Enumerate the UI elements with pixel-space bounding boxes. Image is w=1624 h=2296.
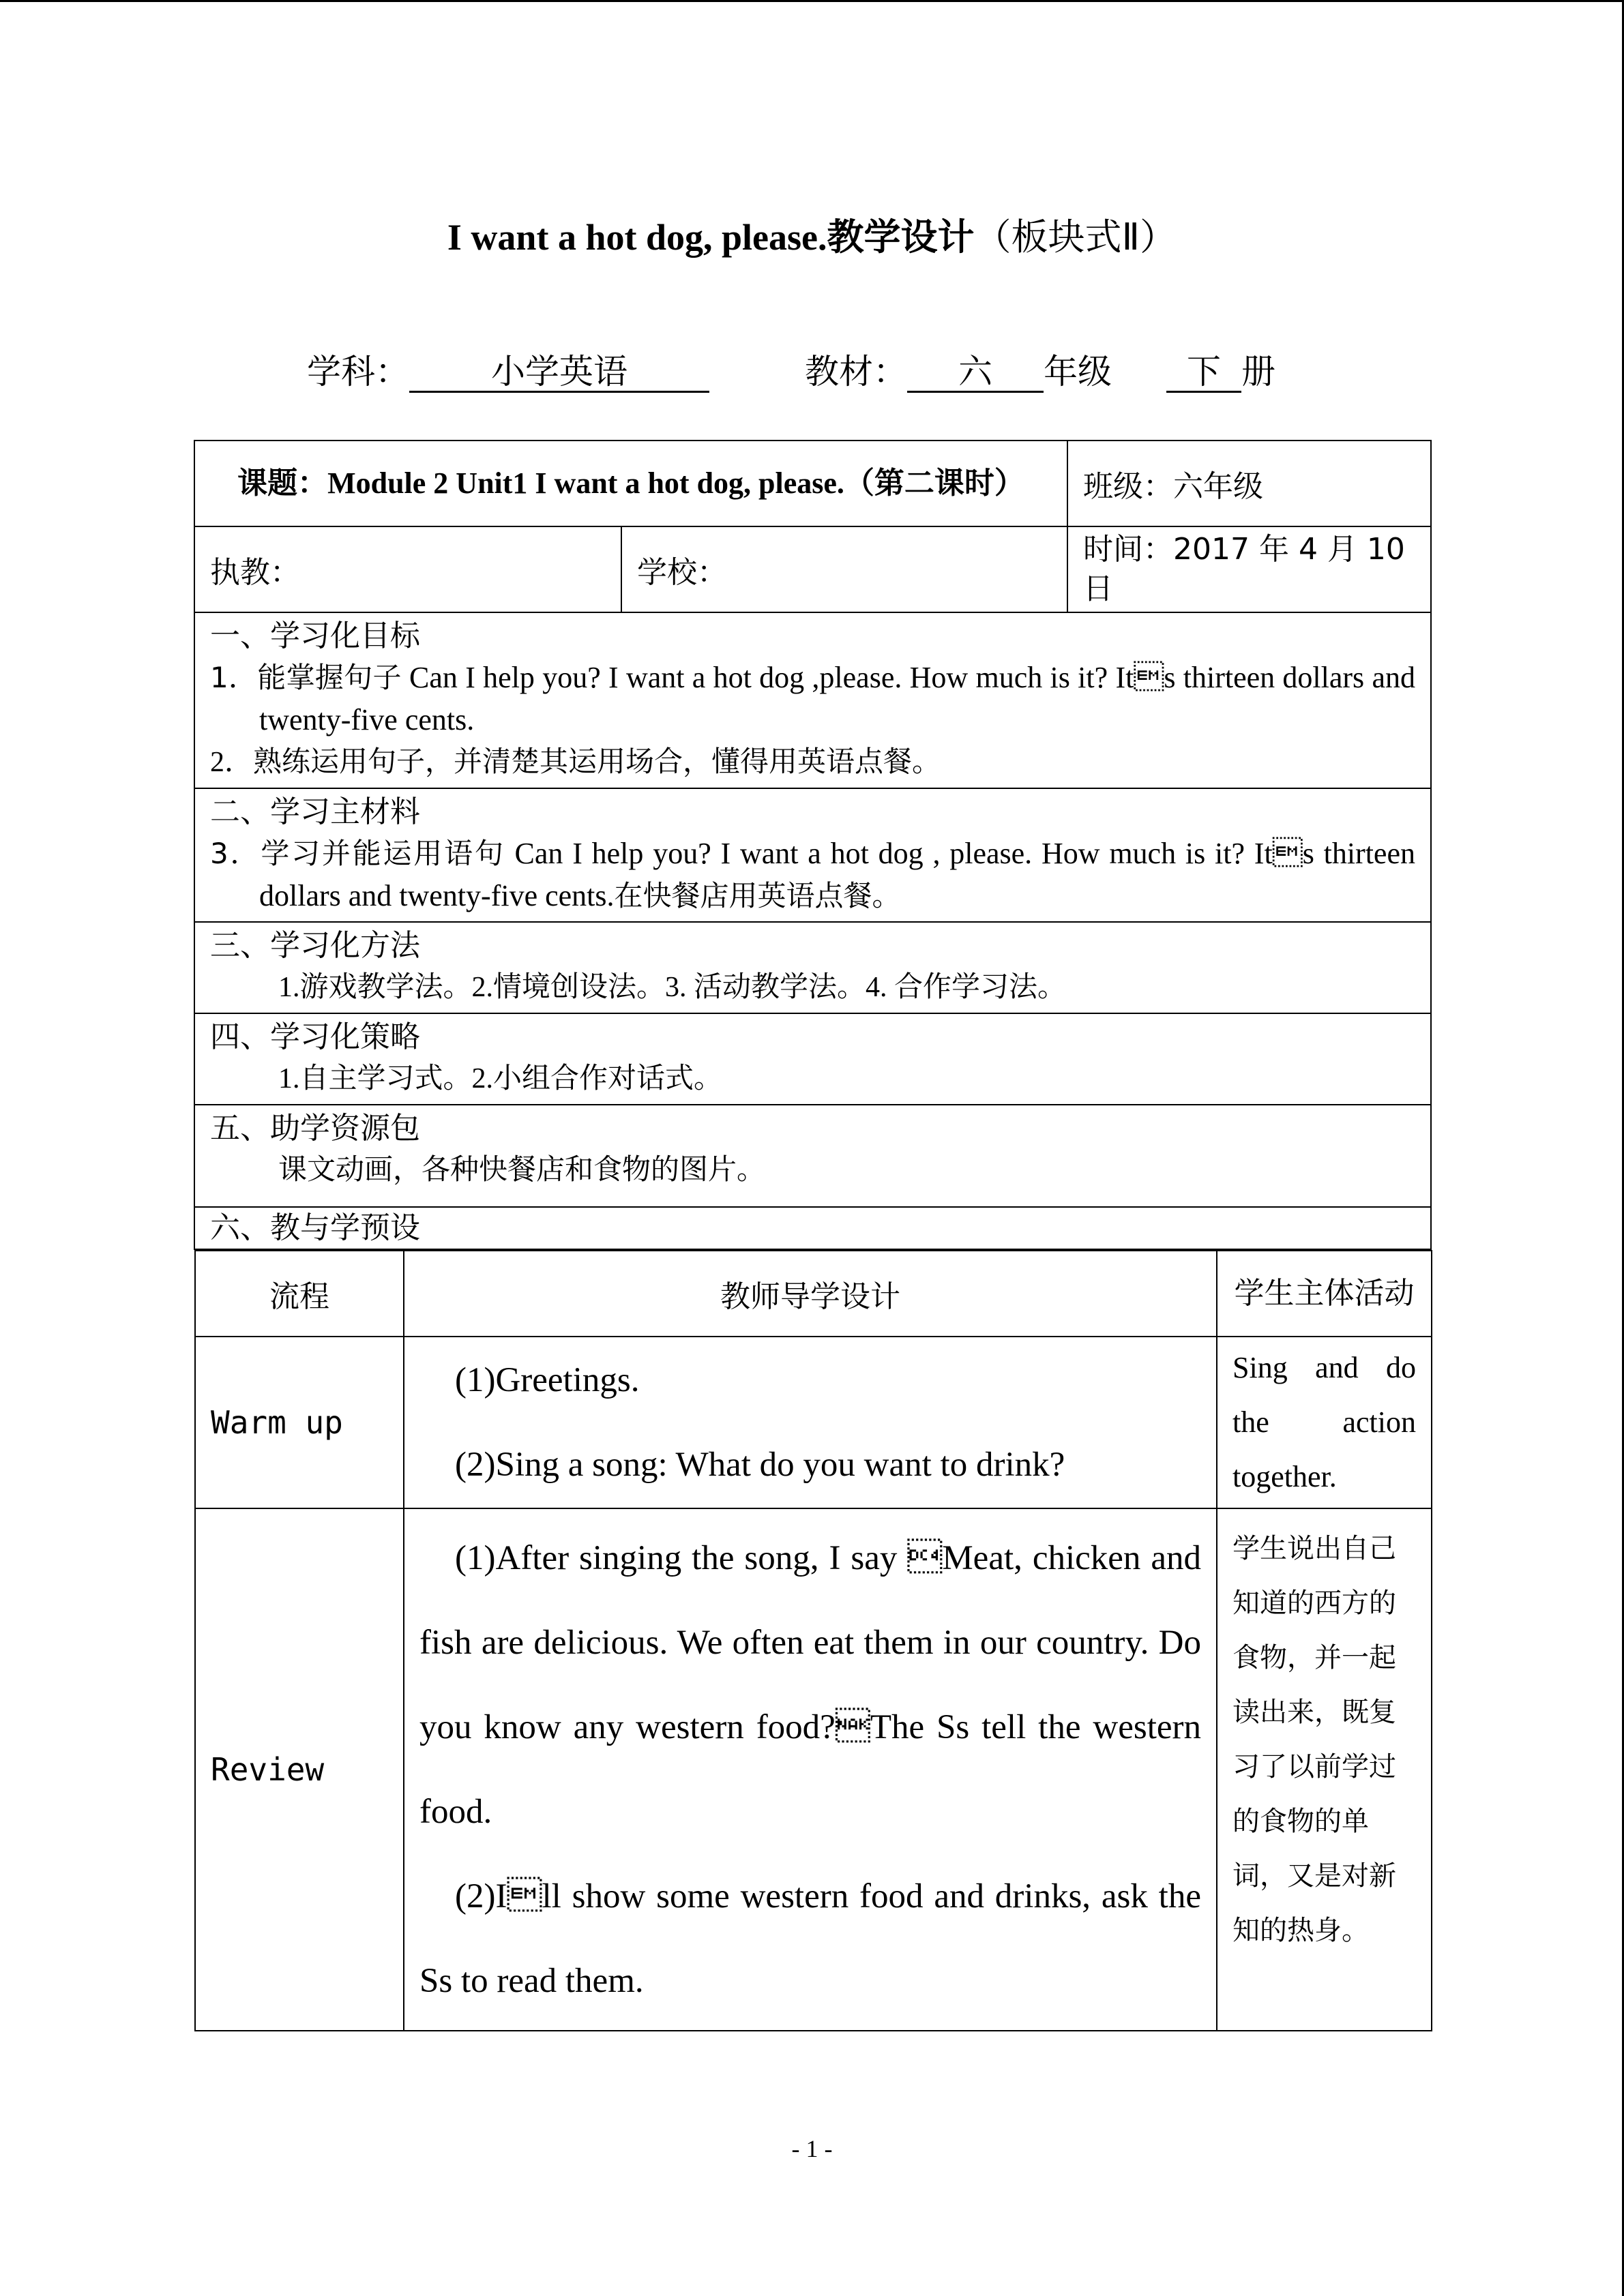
col-teacher-header: [404, 1251, 1217, 1337]
flow-review: Review: [195, 1508, 404, 2031]
strategies-text: 1.自主学习式。2.小组合作对话式。: [278, 1063, 723, 1094]
warm-up-step-2: (2)Sing a song: What do you want to drink?: [455, 1446, 1065, 1484]
methods-title: 三、学习化方法: [210, 928, 420, 963]
goals-cell: [194, 612, 1431, 788]
materials-title: 二、学习主材料: [210, 794, 420, 829]
student-warm-up: Sing and do the action together.: [1217, 1337, 1432, 1508]
teacher-review: [404, 1508, 1217, 2031]
textbook-label: 教材：: [805, 352, 907, 391]
process-container: [194, 1249, 1431, 2031]
table-row: [195, 1508, 1432, 2031]
methods-cell: [194, 922, 1431, 1013]
teacher-cell: [194, 526, 621, 612]
process-row: [194, 1249, 1431, 2031]
volume-value: 下: [1166, 353, 1241, 393]
time-cell: [1067, 526, 1431, 612]
title-chinese: 教学设计: [827, 215, 975, 258]
goals-title: 一、学习化目标: [210, 618, 420, 653]
preset-row: [194, 1207, 1431, 1249]
goal-2: 2．熟练运用句子，并清楚其运用场合，懂得用英语点餐。: [210, 747, 941, 778]
grade-value: 六: [907, 353, 1044, 393]
teacher-warm-up: [404, 1337, 1217, 1508]
resources-text: 课文动画，各种快餐店和食物的图片。: [278, 1154, 766, 1186]
title-subtitle: （板块式Ⅱ）: [974, 215, 1177, 258]
class-label: 班级：六年级: [1083, 469, 1263, 504]
col-flow-header: [195, 1251, 404, 1337]
col-flow-label: 流程: [269, 1279, 329, 1314]
subject-line: [307, 344, 1275, 393]
materials-row: [194, 788, 1431, 922]
topic-row: [194, 441, 1431, 526]
material-1-text: Can I help you? I want a hot dog , please. How much is it? Its thirteen dollars and twenty-five cents.: [259, 837, 1415, 912]
topic-label: 课题：: [237, 466, 328, 501]
volume-label: 册: [1241, 352, 1275, 391]
col-student-label: 学生主体活动: [1234, 1276, 1415, 1311]
grade-label: 年级: [1044, 352, 1112, 391]
topic-cell: [194, 441, 1067, 526]
school-cell: [621, 526, 1067, 612]
time-label: 时间：2017 年 4 月 10 日: [1083, 532, 1405, 606]
methods-row: [194, 922, 1431, 1013]
table-row: [195, 1337, 1432, 1508]
subject-value: 小学英语: [409, 353, 709, 393]
strategies-title: 四、学习化策略: [210, 1019, 420, 1054]
review-step-1: (1)After singing the song, I say Meat, chicken and fish are delicious. We often eat them in our country. Do you know any western food?The Ss tell the western food.: [419, 1539, 1201, 1831]
resources-row: [194, 1105, 1431, 1207]
material-1: [210, 833, 1415, 917]
methods-text: 1.游戏教学法。2.情境创设法。3. 活动教学法。4. 合作学习法。: [278, 972, 1067, 1003]
strategies-row: [194, 1013, 1431, 1105]
page-top-border: [0, 0, 1624, 2]
resources-cell: [194, 1105, 1431, 1207]
teacher-label: 执教：: [210, 555, 300, 590]
school-label: 学校：: [637, 555, 727, 590]
process-table: [194, 1250, 1432, 2031]
student-review: 学生说出自己知道的西方的食物，并一起读出来，既复习了以前学过的食物的单词，又是对新知的热身。: [1217, 1508, 1432, 2031]
material-1-suffix: 在快餐店用英语点餐。: [614, 879, 901, 912]
preset-title: 六、教与学预设: [210, 1210, 420, 1245]
page-title: [0, 208, 1624, 260]
goal-1: [210, 657, 1415, 741]
class-cell: [1067, 441, 1431, 526]
goal-1-prefix: 1．能掌握句子: [210, 661, 402, 694]
title-english: I want a hot dog, please.: [447, 217, 827, 258]
resources-title: 五、助学资源包: [210, 1111, 420, 1146]
topic-suffix: （第二课时）: [844, 466, 1024, 501]
preset-cell: [194, 1207, 1431, 1249]
page-number: - 1 -: [791, 2135, 833, 2162]
materials-cell: [194, 788, 1431, 922]
col-teacher-label: 教师导学设计: [720, 1279, 900, 1314]
col-student-header: [1217, 1251, 1432, 1337]
subject-label: 学科：: [307, 352, 409, 391]
lesson-plan-table: [194, 440, 1432, 2031]
goal-1-text: Can I help you? I want a hot dog ,please. How much is it? Its thirteen dollars and twenty-five cents.: [259, 661, 1415, 736]
flow-warm-up: Warm up: [195, 1337, 404, 1508]
material-1-prefix: 3．学习并能运用语句: [210, 837, 505, 870]
topic-value: Module 2 Unit1 I want a hot dog, please.: [327, 466, 844, 500]
teacher-row: [194, 526, 1431, 612]
strategies-cell: [194, 1013, 1431, 1105]
warm-up-step-1: (1)Greetings.: [455, 1361, 640, 1399]
goals-row: [194, 612, 1431, 788]
review-step-2: (2)Ill show some western food and drinks, ask the Ss to read them.: [419, 1877, 1201, 2000]
process-header-row: [195, 1251, 1432, 1337]
